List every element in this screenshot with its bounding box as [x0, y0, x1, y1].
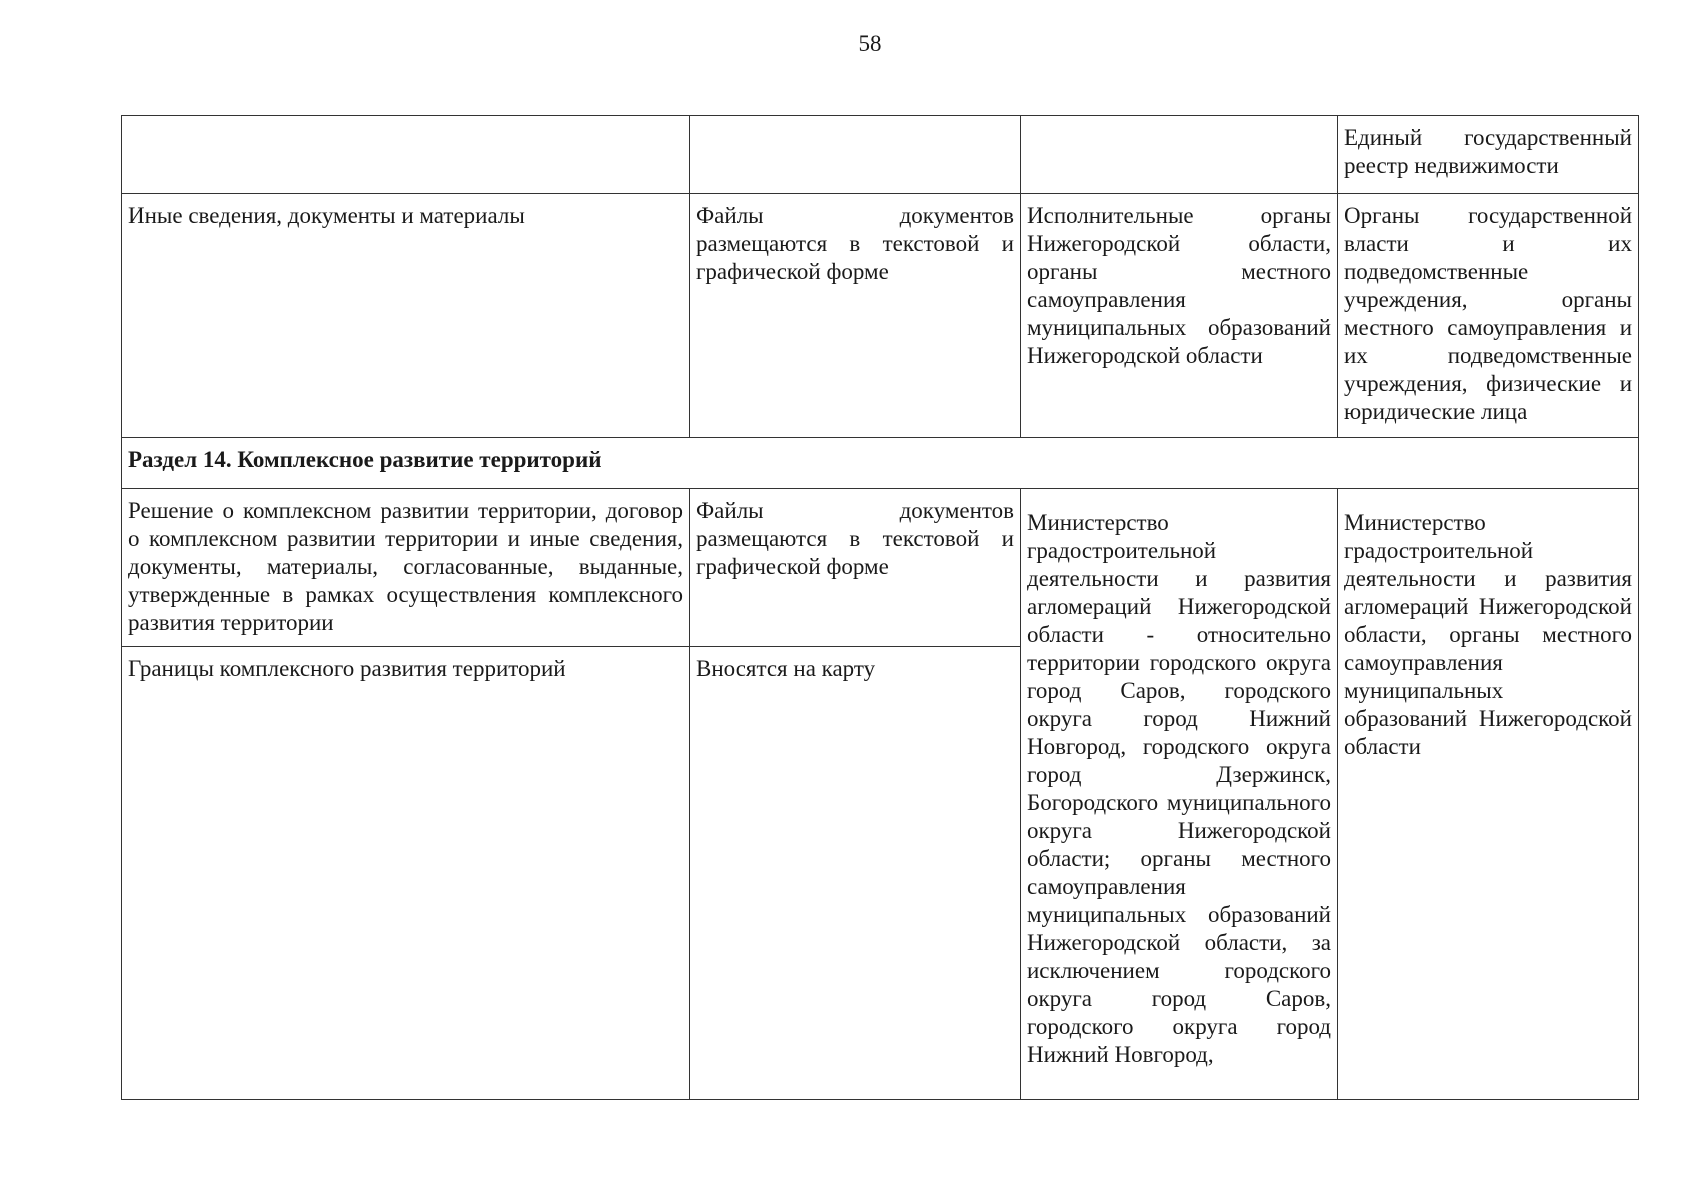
table-cell: Решение о комплексном развитии территории, договор о комплексном развитии территории и иные сведения, документы, материалы, согласованные, выданные, утвержденные в рамках осуществления комплексного развития территории: [122, 489, 690, 647]
table-cell: Иные сведения, документы и материалы: [122, 194, 690, 438]
section-heading-row: [122, 438, 1639, 489]
document-table: [121, 115, 1639, 1100]
table-cell: Органы государственной власти и их подведомственные учреждения, органы местного самоуправления и их подведомственные учреждения, физические и юридические лица: [1338, 194, 1639, 438]
table-cell: Исполнительные органы Нижегородской области, органы местного самоуправления муниципальных образований Нижегородской области: [1021, 194, 1338, 438]
page-number: 58: [858, 31, 882, 56]
table-cell: [122, 116, 690, 194]
table-cell: Границы комплексного развития территорий: [122, 647, 690, 1100]
table-cell: Единый государственный реестр недвижимости: [1338, 116, 1639, 194]
table-cell-merged: Министерство градостроительной деятельности и развития агломераций Нижегородской области, органы местного самоуправления муниципальных образований Нижегородской области: [1338, 489, 1639, 1100]
table-cell: Файлы документов размещаются в текстовой и графической форме: [690, 194, 1021, 438]
table-row: [122, 489, 1639, 647]
table-row: [122, 194, 1639, 438]
table-cell: [690, 116, 1021, 194]
table-cell: Вносятся на карту: [690, 647, 1021, 1100]
section-title: Раздел 14. Комплексное развитие территорий: [122, 438, 1639, 489]
table-cell-merged: Министерство градостроительной деятельности и развития агломераций Нижегородской области - относительно территории городского округа город Саров, городского округа город Нижний Новгород, городского округа город Дзержинск, Богородского муниципального округа Нижегородской области; органы местного самоуправления муниципальных образований Нижегородской области, за исключением городского округа город Саров, городского округа город Нижний Новгород,: [1021, 489, 1338, 1100]
table-cell: Файлы документов размещаются в текстовой и графической форме: [690, 489, 1021, 647]
table-cell: [1021, 116, 1338, 194]
table-row: [122, 116, 1639, 194]
